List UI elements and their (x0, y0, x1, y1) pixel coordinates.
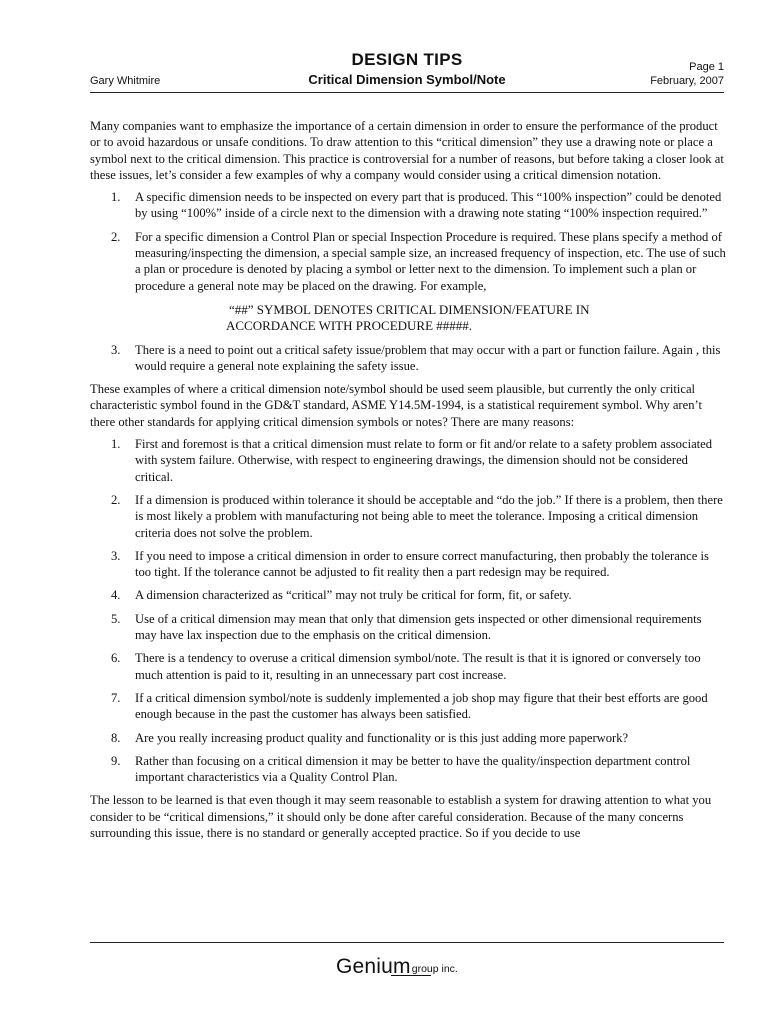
document-subtitle: Critical Dimension Symbol/Note (308, 72, 506, 87)
list-number: 1. (111, 437, 121, 452)
list-item-text: A dimension characterized as “critical” may not truly be critical for form, fit, or safety. (135, 588, 572, 603)
list-number: 9. (111, 753, 121, 768)
example-note-line: ACCORDANCE WITH PROCEDURE #####. (226, 318, 473, 334)
list-item-text: There is a need to point out a critical safety issue/problem that may occur with a part or function failure. Again , this would require a general note explaining the safety issue. (135, 342, 721, 373)
list-number: 7. (111, 690, 121, 705)
list-number: 2. (111, 492, 121, 507)
list-item-text: There is a tendency to overuse a critical dimension symbol/note. The result is that it is ignored or conversely too much attention is paid to it, resulting in an unnecessary part cost increase. (135, 651, 701, 682)
list-item-text: Use of a critical dimension may mean that only that dimension gets inspected or other dimensional requirements may have lax inspection due to the emphasis on the critical dimension. (135, 611, 702, 643)
genium-logo (336, 955, 458, 983)
list-item-text: For a specific dimension a Control Plan or special Inspection Procedure is required. These plans specify a method of measuring/inspecting the dimension, a special sample size, an increased frequency of inspection, etc. The use of such a plan or procedure is denoted by placing a symbol or letter next to the dimension. To implement such a plan or procedure a general note may be placed on the drawing. For example, (135, 229, 726, 293)
list-number: 3. (111, 342, 121, 357)
list-item-text: First and foremost is that a critical dimension must relate to form or fit and/or relate to a safety problem associated with system failure. Otherwise, with respect to engineering drawings, the dimension should not be considered critical. (135, 437, 713, 484)
list-item-text: If you need to impose a critical dimension in order to ensure correct manufacturing, then probably the tolerance is too tight. If the tolerance cannot be adjusted to fit reality then a part redesign may be required. (135, 548, 709, 580)
list-item (90, 650, 726, 683)
examples-list (90, 189, 726, 374)
list-item (90, 690, 726, 723)
list-item (90, 436, 726, 485)
list-number: 1. (111, 190, 121, 205)
reasons-list (90, 436, 726, 785)
list-number: 3. (111, 548, 121, 563)
list-item-text: If a critical dimension symbol/note is suddenly implemented a job shop may figure that their best efforts are good enough because in the past the customer has always been satisfied. (135, 690, 708, 722)
example-note-line: “##” SYMBOL DENOTES CRITICAL DIMENSION/FEATURE IN (229, 301, 590, 317)
list-item (90, 730, 726, 746)
list-item (90, 189, 726, 222)
list-item-text: Are you really increasing product quality and functionality or is this just adding more paperwork? (135, 730, 629, 745)
publication-date: February, 2007 (650, 75, 724, 87)
list-item (90, 611, 726, 644)
list-item-text: A specific dimension needs to be inspected on every part that is produced. This “100% inspection” could be denoted by using “100%” inside of a circle next to the dimension with a drawing note stating “100% inspection required.” (135, 190, 722, 221)
logo-brand-text: Genium (336, 955, 411, 978)
list-number: 6. (111, 651, 121, 666)
list-number: 8. (111, 730, 121, 745)
page-number: Page 1 (689, 61, 724, 73)
list-item (90, 753, 726, 786)
logo-suffix-text: group inc. (411, 963, 458, 975)
logo-underline (391, 975, 431, 976)
header-divider (90, 92, 724, 93)
list-number: 5. (111, 611, 121, 626)
list-item-text: Rather than focusing on a critical dimension it may be better to have the quality/inspection department control important characteristics via a Quality Control Plan. (135, 753, 691, 785)
list-item (90, 587, 726, 603)
list-number: 4. (111, 588, 121, 603)
article-body (90, 118, 726, 847)
page-header (90, 50, 724, 92)
list-item (90, 229, 726, 335)
author-name: Gary Whitmire (90, 75, 161, 87)
list-item (90, 342, 726, 375)
list-item-text: If a dimension is produced within tolerance it should be acceptable and “do the job.” If there is a problem, then there is most likely a problem with manufacturing not being able to meet the tolerance. Imposing a critical dimension criteria does not solve the problem. (135, 492, 723, 540)
conclusion-paragraph: The lesson to be learned is that even though it may seem reasonable to establish a system for drawing attention to what you consider to be “critical dimensions,” it should only be done after careful consideration. Because of the many concerns surrounding this issue, there is no standard or generally accepted practice. So if you decide to use (90, 793, 712, 840)
list-number: 2. (111, 229, 121, 244)
intro-paragraph: Many companies want to emphasize the importance of a certain dimension in order to ensure the performance of the product or to avoid hazardous or unsafe conditions. To draw attention to this “critical dimension” they use a drawing note or place a symbol next to the critical dimension. This practice is controversial for a number of reasons, but before taking a closer look at these issues, let’s consider a few examples of why a company would consider using a critical dimension notation. (90, 119, 724, 182)
document-title: DESIGN TIPS (351, 50, 463, 69)
list-item (90, 492, 726, 541)
footer-divider (90, 942, 724, 943)
transition-paragraph: These examples of where a critical dimension note/symbol should be used seem plausible, but currently the only critical characteristic symbol found in the GD&T standard, ASME Y14.5M-1994, is a statistical requirement symbol. Why aren’t there other standards for applying critical dimension symbols or notes? There are many reasons: (90, 382, 702, 429)
example-note (226, 302, 726, 335)
list-item (90, 548, 726, 581)
